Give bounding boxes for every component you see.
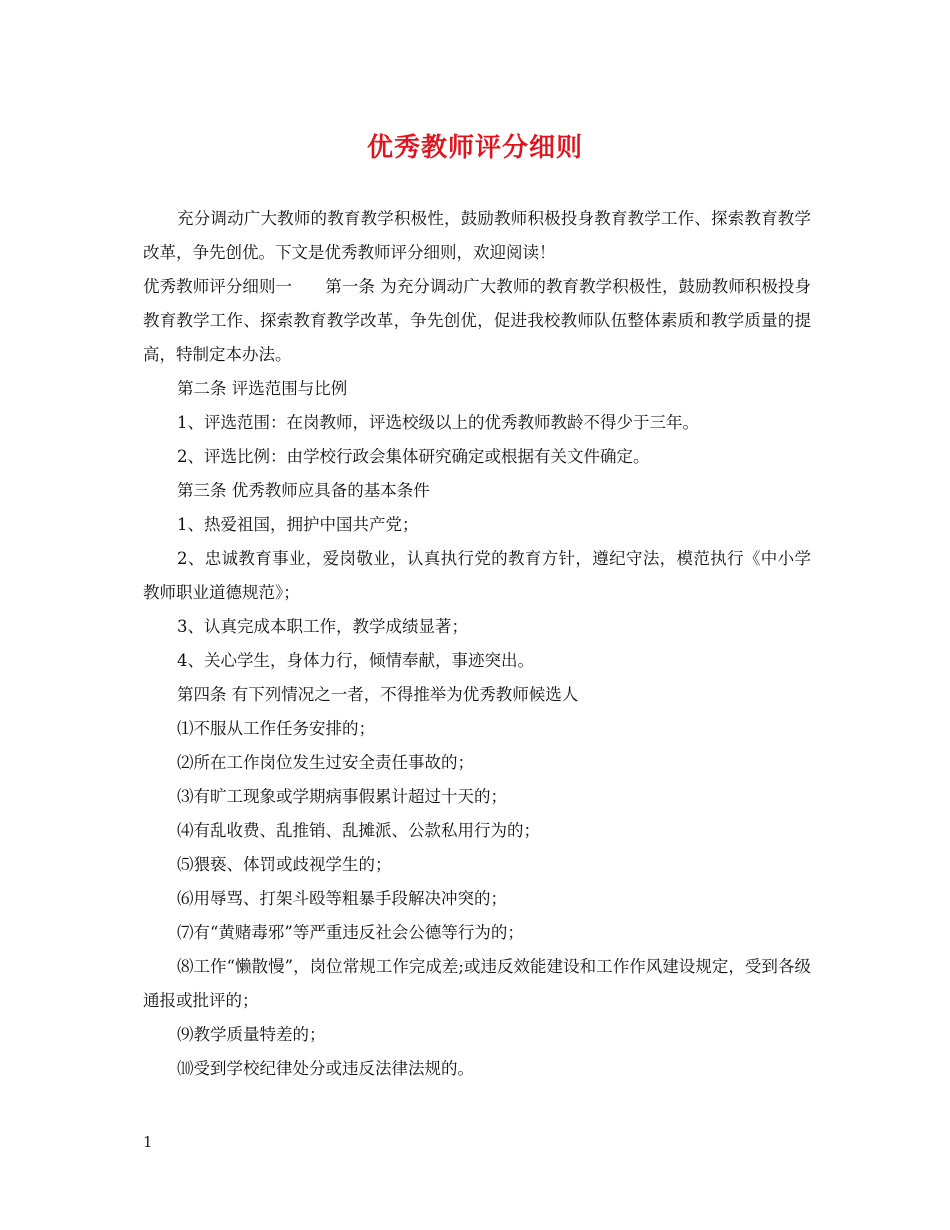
article-four-item-8: ⑻工作“懒散慢”，岗位常规工作完成差;或违反效能建设和工作作风建设规定，受到各级通报或批评的； [143, 957, 811, 1010]
article-four-item-1: ⑴不服从工作任务安排的； [177, 719, 375, 738]
document-body [143, 202, 811, 1086]
document-title: 优秀教师评分细则 [366, 133, 583, 163]
article-four-item-3: ⑶有旷工现象或学期病事假累计超过十天的； [177, 787, 507, 806]
article-four-item-10: ⑽受到学校纪律处分或违反法律法规的。 [177, 1059, 474, 1078]
article-three-item-3: 3、认真完成本职工作，教学成绩显著； [177, 617, 468, 636]
article-four-item-6: ⑹用辱骂、打架斗殴等粗暴手段解决冲突的； [177, 889, 507, 908]
page-number: 1 [143, 1133, 153, 1151]
article-two-heading: 第二条 评选范围与比例 [177, 379, 348, 398]
article-three-item-2: 2、忠诚教育事业，爱岗敬业，认真执行党的教育方针，遵纪守法，模范执行《中小学教师职业道德规范》； [143, 549, 811, 602]
article-four-heading: 第四条 有下列情况之一者，不得推举为优秀教师候选人 [177, 685, 579, 704]
article-one-paragraph: 优秀教师评分细则一 第一条 为充分调动广大教师的教育教学积极性，鼓励教师积极投身教育教学工作、探索教育教学改革，争先创优，促进我校教师队伍整体素质和教学质量的提高，特制定本办法。 [143, 277, 811, 364]
intro-paragraph: 充分调动广大教师的教育教学积极性，鼓励教师积极投身教育教学工作、探索教育教学改革，争先创优。下文是优秀教师评分细则，欢迎阅读！ [143, 209, 811, 262]
article-four-item-5: ⑸猥亵、体罚或歧视学生的； [177, 855, 392, 874]
article-four-item-2: ⑵所在工作岗位发生过安全责任事故的； [177, 753, 474, 772]
article-three-item-4: 4、关心学生，身体力行，倾情奉献，事迹突出。 [177, 651, 534, 670]
article-two-item-1: 1、评选范围：在岗教师，评选校级以上的优秀教师教龄不得少于三年。 [177, 413, 699, 432]
article-three-heading: 第三条 优秀教师应具备的基本条件 [177, 481, 430, 500]
article-three-item-1: 1、热爱祖国，拥护中国共产党； [177, 515, 419, 534]
article-two-item-2: 2、评选比例：由学校行政会集体研究确定或根据有关文件确定。 [177, 447, 650, 466]
article-four-item-4: ⑷有乱收费、乱推销、乱摊派、公款私用行为的； [177, 821, 540, 840]
article-four-item-9: ⑼教学质量特差的； [177, 1025, 326, 1044]
article-four-item-7: ⑺有“黄赌毒邪”等严重违反社会公德等行为的； [177, 923, 524, 942]
